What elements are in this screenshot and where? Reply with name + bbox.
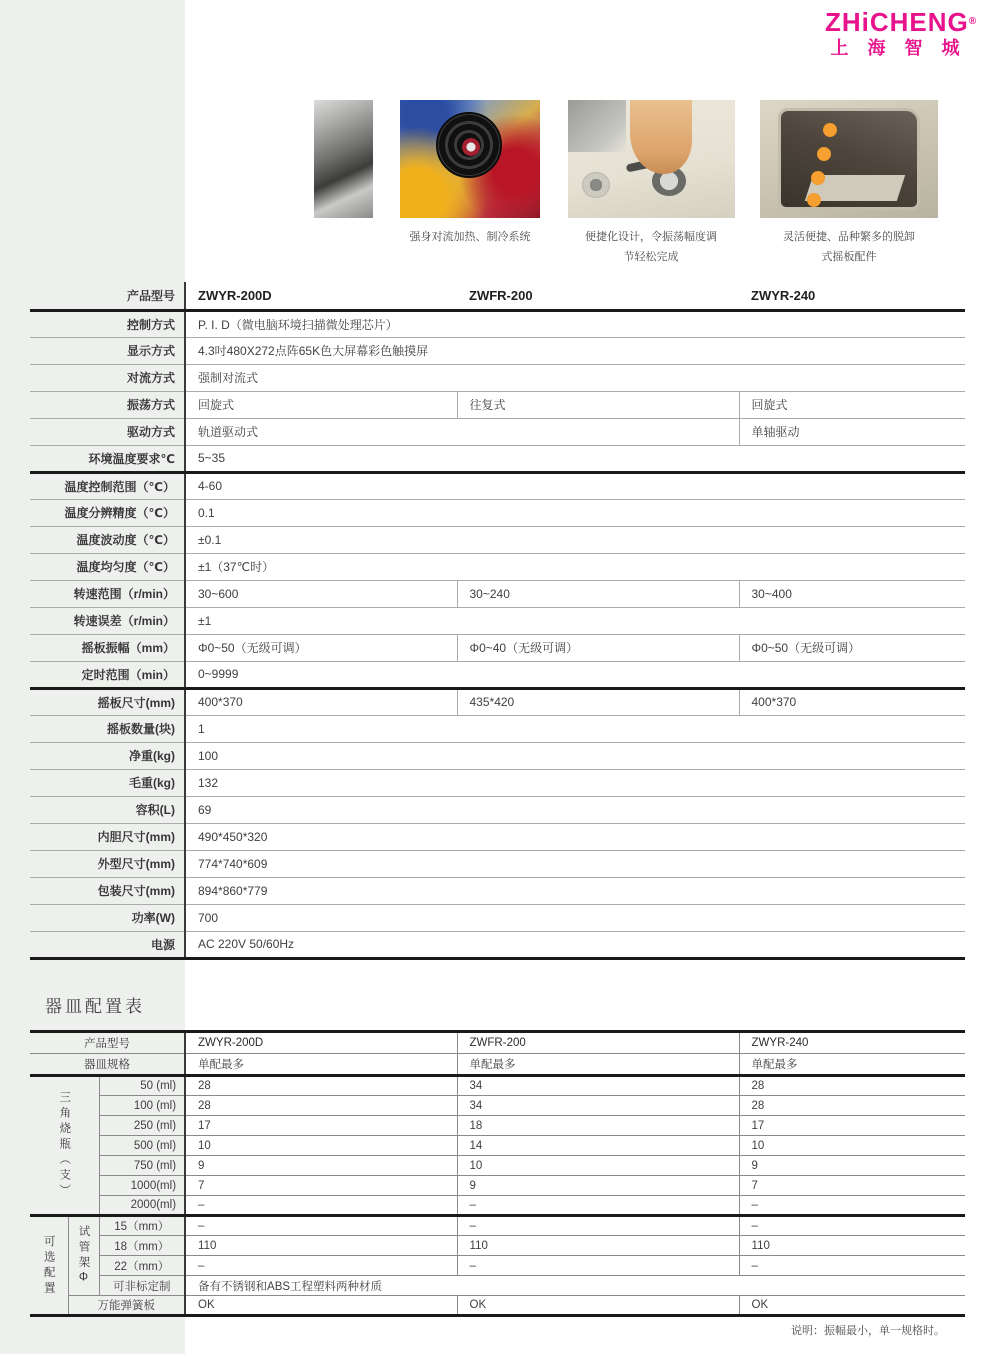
spec-header-label: 产品型号 <box>30 282 185 310</box>
custom-label: 可非标定制 <box>99 1276 185 1296</box>
vessel-row <box>30 1076 965 1096</box>
flask-count: 14 <box>457 1136 739 1156</box>
spec-value: 30~600 <box>198 586 239 601</box>
vessel-header-row <box>30 1032 965 1054</box>
flask-count: 10 <box>457 1156 739 1176</box>
chamber-shape <box>778 108 920 210</box>
vessel-row <box>30 1276 965 1296</box>
flask-count: 28 <box>198 1080 211 1092</box>
flask-count: 18 <box>457 1116 739 1136</box>
flask-count: 9 <box>457 1176 739 1196</box>
flask-size: 100 (ml) <box>99 1096 185 1116</box>
spec-label: 摇板数量(块) <box>30 715 185 742</box>
spec-label: 温度均匀度（℃） <box>30 553 185 580</box>
spec-row <box>30 661 965 688</box>
spec-row <box>30 337 965 364</box>
brand-logo <box>825 7 979 60</box>
spec-value: 30~400 <box>739 580 965 607</box>
photo-machine-detail <box>314 100 373 218</box>
spec-row <box>30 688 965 715</box>
bottle-cap-icon <box>807 193 821 207</box>
rack-count: – <box>198 1220 205 1232</box>
model-name: ZWFR-200 <box>469 287 533 303</box>
spec-value: ±1 <box>198 613 212 628</box>
spec-row <box>30 607 965 634</box>
bottle-cap-icon <box>817 147 831 161</box>
spec-value: P. I. D（微电脑环境扫描微处理芯片） <box>198 317 398 332</box>
vessel-row <box>30 1136 965 1156</box>
spec-row <box>30 823 965 850</box>
spec-value: 单轴驱动 <box>739 418 965 445</box>
spec-value: 774*740*609 <box>198 856 268 871</box>
spec-value: AC 220V 50/60Hz <box>198 937 295 951</box>
spec-value: Φ0~50（无级可调） <box>198 641 307 655</box>
flask-count: 17 <box>198 1119 211 1132</box>
vessel-row <box>30 1196 965 1216</box>
flask-group-label: 三角烧瓶（支） <box>30 1076 99 1216</box>
rack-group-label: 试管架Φ <box>68 1216 99 1296</box>
knob-left-shape <box>582 172 610 198</box>
vessel-row <box>30 1156 965 1176</box>
custom-value: 备有不锈钢和ABS工程塑料两种材质 <box>198 1280 383 1293</box>
flask-count: 10 <box>198 1139 211 1152</box>
flask-count: 28 <box>198 1099 211 1112</box>
spec-value: ±0.1 <box>198 532 222 547</box>
spec-label: 对流方式 <box>30 364 185 391</box>
rack-count: – <box>457 1216 739 1236</box>
spec-value: ±1（37℃时） <box>198 560 275 574</box>
spec-value: 894*860*779 <box>198 883 268 898</box>
vessel-row <box>30 1176 965 1196</box>
spec-value: 回旋式 <box>739 391 965 418</box>
photo-shaker-plates <box>760 100 938 218</box>
spec-label: 外型尺寸(mm) <box>30 850 185 877</box>
vessel-subheader-value: 单配最多 <box>457 1054 739 1076</box>
spec-label: 温度分辨精度（℃） <box>30 499 185 526</box>
spec-value: 轨道驱动式 <box>198 425 259 439</box>
flask-size: 500 (ml) <box>99 1136 185 1156</box>
brand-chinese-name: 上海智城 <box>830 38 979 58</box>
rack-size: 18（mm） <box>99 1236 185 1256</box>
spec-value: 400*370 <box>198 695 243 709</box>
model-name: ZWYR-240 <box>751 287 816 303</box>
vessel-row <box>30 1236 965 1256</box>
vessel-subheader-value: 单配最多 <box>198 1059 245 1071</box>
spring-value: OK <box>457 1296 739 1316</box>
spec-row <box>30 580 965 607</box>
spec-row <box>30 499 965 526</box>
spring-label: 万能弹簧板 <box>68 1296 185 1316</box>
flask-size: 750 (ml) <box>99 1156 185 1176</box>
flask-count: 34 <box>457 1076 739 1096</box>
spec-row <box>30 931 965 958</box>
flask-count: 28 <box>739 1076 965 1096</box>
spec-value: 132 <box>198 775 219 790</box>
spec-label: 定时范围（min） <box>30 661 185 688</box>
spec-value: 4.3吋480X272点阵65K色大屏幕彩色触摸屏 <box>198 344 429 358</box>
vessel-table-title: 器皿配置表 <box>45 997 145 1016</box>
spec-label: 振荡方式 <box>30 391 185 418</box>
spec-value: 往复式 <box>457 391 739 418</box>
bottle-cap-icon <box>811 171 825 185</box>
vessel-subheader-row <box>30 1054 965 1076</box>
vessel-header-label: 产品型号 <box>30 1032 185 1054</box>
rack-count: 110 <box>198 1239 217 1252</box>
spring-value: OK <box>198 1299 215 1311</box>
spring-value: OK <box>739 1296 965 1316</box>
rack-size: 15（mm） <box>99 1216 185 1236</box>
rack-count: – <box>739 1216 965 1236</box>
spec-row <box>30 391 965 418</box>
bottle-cap-icon <box>823 123 837 137</box>
spec-value: 400*370 <box>739 688 965 715</box>
photo-convection-system <box>400 100 540 218</box>
rack-count: – <box>457 1256 739 1276</box>
rack-count: – <box>739 1256 965 1276</box>
flask-count: 7 <box>198 1179 205 1192</box>
flask-count: – <box>739 1196 965 1216</box>
spec-value: 1 <box>198 721 205 736</box>
spec-label: 转速范围（r/min） <box>30 580 185 607</box>
spec-value: 490*450*320 <box>198 829 268 844</box>
vessel-subheader-value: 单配最多 <box>739 1054 965 1076</box>
spec-value: 回旋式 <box>198 398 235 412</box>
spec-value: 435*420 <box>457 688 739 715</box>
spec-row <box>30 850 965 877</box>
spec-label: 驱动方式 <box>30 418 185 445</box>
spec-row <box>30 742 965 769</box>
flask-count: – <box>198 1199 205 1211</box>
caption-convection: 强身对流加热、制冷系统 <box>409 231 531 243</box>
spec-value: Φ0~50（无级可调） <box>739 634 965 661</box>
footnote: 说明：振幅最小，单一规格时。 <box>791 1325 945 1337</box>
spec-label: 功率(W) <box>30 904 185 931</box>
flask-count: 9 <box>198 1159 205 1172</box>
fan-icon <box>436 112 502 178</box>
fan-hub-icon <box>462 138 480 156</box>
registered-mark-icon: ® <box>968 16 978 27</box>
spec-row <box>30 796 965 823</box>
spec-label: 显示方式 <box>30 337 185 364</box>
spec-row <box>30 418 965 445</box>
spec-value: 5~35 <box>198 451 226 465</box>
spec-label: 摇板尺寸(mm) <box>30 688 185 715</box>
spec-value: 100 <box>198 748 219 763</box>
spec-value: 0~9999 <box>198 667 239 681</box>
flask-count: 17 <box>739 1116 965 1136</box>
flask-count: 7 <box>739 1176 965 1196</box>
spec-label: 内胆尺寸(mm) <box>30 823 185 850</box>
spec-label: 容积(L) <box>30 796 185 823</box>
rack-count: – <box>198 1259 205 1272</box>
spec-row <box>30 526 965 553</box>
flask-count: 9 <box>739 1156 965 1176</box>
spec-value: Φ0~40（无级可调） <box>457 634 739 661</box>
flask-count: 10 <box>739 1136 965 1156</box>
spec-row <box>30 715 965 742</box>
optional-group-label: 可选配置 <box>30 1216 68 1316</box>
rack-count: 110 <box>457 1236 739 1256</box>
spec-row <box>30 553 965 580</box>
caption-plates: 灵活便捷、品种繁多的脱卸 式摇板配件 <box>783 231 915 263</box>
model-name: ZWYR-200D <box>198 1037 264 1049</box>
flask-size: 50 (ml) <box>99 1076 185 1096</box>
spec-value: 30~240 <box>457 580 739 607</box>
spec-row <box>30 472 965 499</box>
spec-label: 温度控制范围（℃） <box>30 472 185 499</box>
spec-label: 控制方式 <box>30 310 185 337</box>
spec-label: 包装尺寸(mm) <box>30 877 185 904</box>
vessel-row <box>30 1116 965 1136</box>
spec-row <box>30 445 965 472</box>
spec-row <box>30 364 965 391</box>
spec-value: 69 <box>198 802 212 817</box>
model-name: ZWYR-200D <box>198 287 272 303</box>
sleeve-shape <box>568 100 626 152</box>
spec-row <box>30 877 965 904</box>
flask-count: 28 <box>739 1096 965 1116</box>
spec-row <box>30 634 965 661</box>
spec-value: 强制对流式 <box>198 371 259 385</box>
spec-value: 4-60 <box>198 479 223 493</box>
flask-size: 1000(ml) <box>99 1176 185 1196</box>
vessel-row <box>30 1296 965 1316</box>
photo-amplitude-adjust <box>568 100 735 218</box>
model-name: ZWFR-200 <box>457 1032 739 1054</box>
spec-value: 700 <box>198 910 219 925</box>
spec-label: 环境温度要求℃ <box>30 445 185 472</box>
flask-size: 2000(ml) <box>99 1196 185 1216</box>
vessel-row <box>30 1256 965 1276</box>
spec-label: 电源 <box>30 931 185 958</box>
flask-size: 250 (ml) <box>99 1116 185 1136</box>
spec-row <box>30 769 965 796</box>
spec-row <box>30 904 965 931</box>
spec-table <box>30 282 965 960</box>
vessel-table <box>30 1030 965 1317</box>
spec-header-row <box>30 282 965 310</box>
rack-size: 22（mm） <box>99 1256 185 1276</box>
spec-label: 毛重(kg) <box>30 769 185 796</box>
model-name: ZWYR-240 <box>739 1032 965 1054</box>
vessel-subheader-label: 器皿规格 <box>30 1054 185 1076</box>
spec-label: 净重(kg) <box>30 742 185 769</box>
brand-wordmark: ZHiCHENG® <box>825 7 978 37</box>
vessel-row <box>30 1216 965 1236</box>
spec-label: 温度波动度（℃） <box>30 526 185 553</box>
spec-label: 转速误差（r/min） <box>30 607 185 634</box>
spec-value: 0.1 <box>198 505 215 520</box>
spec-row <box>30 310 965 337</box>
rack-count: 110 <box>739 1236 965 1256</box>
flask-count: 34 <box>457 1096 739 1116</box>
vessel-row <box>30 1096 965 1116</box>
caption-amplitude: 便捷化设计，令振荡幅度调 节轻松完成 <box>585 231 717 263</box>
flask-count: – <box>457 1196 739 1216</box>
spec-label: 摇板振幅（mm） <box>30 634 185 661</box>
